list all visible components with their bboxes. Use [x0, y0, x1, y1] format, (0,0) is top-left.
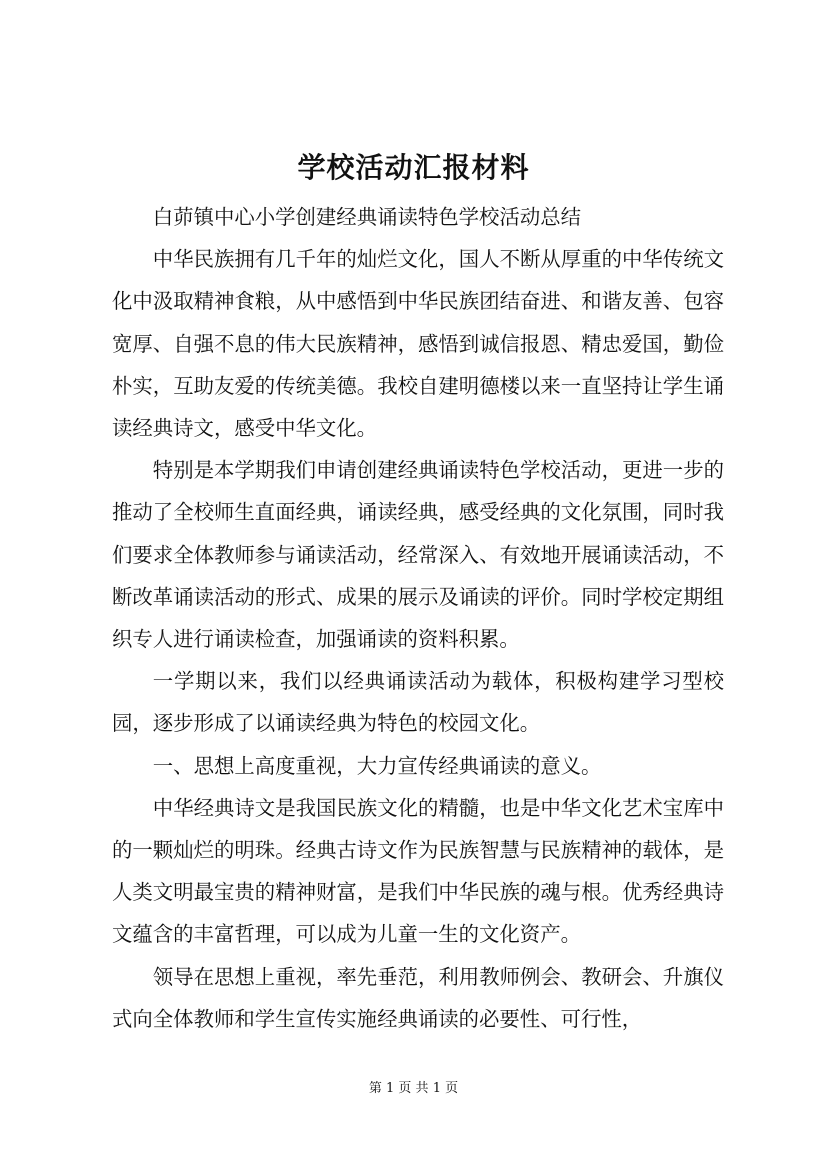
paragraph: 中华民族拥有几千年的灿烂文化，国人不断从厚重的中华传统文化中汲取精神食粮，从中感悟到中华民族团结奋进、和谐友善、包容宽厚、自强不息的伟大民族精神，感悟到诚信报恩、精忠爱国，勤俭朴实，互助友爱的传统美德。我校自建明德楼以来一直坚持让学生诵读经典诗文，感受中华文化。 — [112, 247, 724, 441]
paragraph-subtitle: 白茆镇中心小学创建经典诵读特色学校活动总结 — [152, 205, 581, 229]
paragraph: 领导在思想上重视，率先垂范，利用教师例会、教研会、升旗仪式向全体教师和学生宣传实施经典诵读的必要性、可行性， — [112, 964, 724, 1031]
paragraph: 特别是本学期我们申请创建经典诵读特色学校活动，更进一步的推动了全校师生直面经典，诵读经典，感受经典的文化氛围，同时我们要求全体教师参与诵读活动，经常深入、有效地开展诵读活动，不断改革诵读活动的形式、成果的展示及诵读的评价。同时学校定期组织专人进行诵读检查，加强诵读的资料积累。 — [112, 458, 724, 652]
document-title: 学校活动汇报材料 — [297, 151, 530, 184]
section-heading: 一、思想上高度重视，大力宣传经典诵读的意义。 — [152, 753, 602, 778]
paragraph: 中华经典诗文是我国民族文化的精髓，也是中华文化艺术宝库中的一颗灿烂的明珠。经典古诗文作为民族智慧与民族精神的载体，是人类文明最宝贵的精神财富，是我们中华民族的魂与根。优秀经典诗文蕴含的丰富哲理，可以成为儿童一生的文化资产。 — [112, 795, 724, 947]
paragraph: 一学期以来，我们以经典诵读活动为载体，积极构建学习型校园，逐步形成了以诵读经典为特色的校园文化。 — [112, 669, 724, 736]
page-number-footer: 第 1 页 共 1 页 — [368, 1081, 459, 1096]
document-body — [112, 196, 724, 1040]
